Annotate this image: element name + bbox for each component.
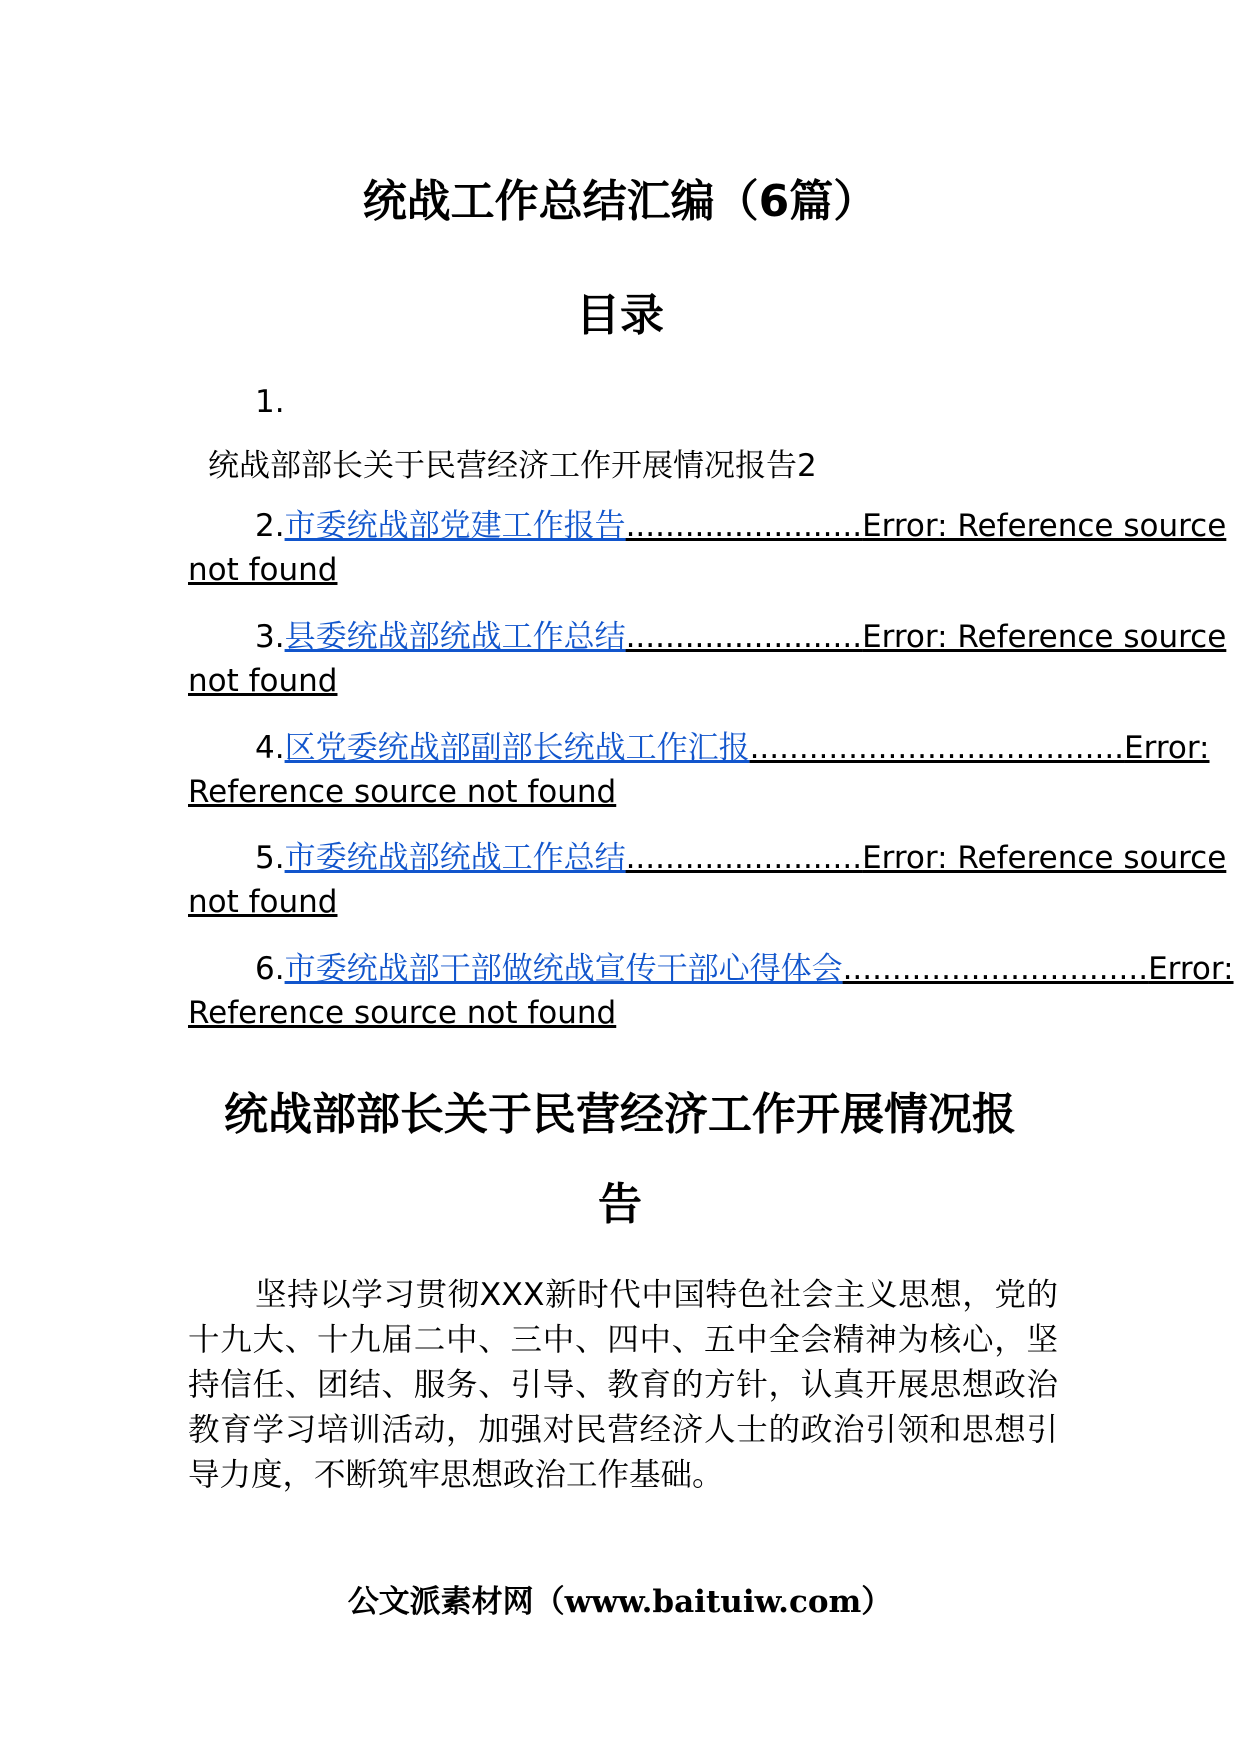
toc-item-title: 统战部部长关于民营经济工作开展情况报告 bbox=[208, 448, 797, 484]
toc-item-number: 2. bbox=[255, 508, 285, 544]
toc-item-link[interactable]: 市委统战部干部做统战宣传干部心得体会 bbox=[284, 951, 843, 987]
toc-item-line-2 bbox=[188, 880, 337, 924]
toc-item-line-2 bbox=[188, 659, 337, 703]
footer-watermark: 公文派素材网（www.baituiw.com） bbox=[347, 1584, 893, 1620]
toc-item-line bbox=[188, 947, 1234, 991]
section-title: 统战部部长关于民营经济工作开展情况报 bbox=[224, 1089, 1016, 1140]
toc-item-line-2 bbox=[188, 770, 616, 814]
toc-item-line-2 bbox=[188, 991, 616, 1035]
toc-item-link[interactable]: 市委统战部党建工作报告 bbox=[284, 508, 626, 544]
toc-item-link[interactable]: 区党委统战部副部长统战工作汇报 bbox=[284, 730, 750, 766]
toc-item-line bbox=[188, 836, 1226, 880]
toc-item-number: 3. bbox=[255, 619, 285, 655]
toc-item-line bbox=[188, 504, 1226, 548]
toc-item-reference-error-cont: not found bbox=[188, 663, 338, 699]
toc-item-reference-error: Error: bbox=[1148, 951, 1234, 987]
toc-item-link[interactable]: 县委统战部统战工作总结 bbox=[284, 619, 626, 655]
toc-item-reference-error: Error: bbox=[1124, 730, 1210, 766]
toc-item-page: 2 bbox=[797, 448, 817, 484]
body-paragraph: 坚持以学习贯彻XXX新时代中国特色社会主义思想，党的十九大、十九届二中、三中、四中、五中全会精神为核心，坚持信任、团结、服务、引导、教育的方针，认真开展思想政治教育学习培训活动，加强对民营经济人士的政治引领和思想引导力度，不断筑牢思想政治工作基础。 bbox=[188, 1277, 1058, 1493]
toc-item-leader: ........................ bbox=[625, 619, 863, 655]
toc-item-reference-error: Error: Reference source bbox=[862, 508, 1227, 544]
toc-item-leader: ........................ bbox=[625, 840, 863, 876]
document-title: 统战工作总结汇编（6篇） bbox=[362, 176, 878, 227]
toc-item-reference-error-cont: not found bbox=[188, 552, 338, 588]
toc-item-leader: ............................... bbox=[842, 951, 1149, 987]
toc-item-number: 1. bbox=[255, 384, 285, 420]
toc-item-reference-error-cont: not found bbox=[188, 884, 338, 920]
toc-item-line bbox=[188, 615, 1226, 659]
toc-item-link[interactable]: 市委统战部统战工作总结 bbox=[284, 840, 626, 876]
section-title-cont: 告 bbox=[598, 1179, 642, 1230]
toc-item-reference-error: Error: Reference source bbox=[862, 619, 1227, 655]
toc-item-leader: ...................................... bbox=[749, 730, 1125, 766]
toc-item-title-line bbox=[208, 444, 817, 488]
toc-heading: 目录 bbox=[576, 290, 664, 341]
toc-item-leader: ........................ bbox=[625, 508, 863, 544]
toc-item-line bbox=[188, 726, 1210, 770]
toc-item-reference-error-cont: Reference source not found bbox=[188, 995, 617, 1031]
toc-item-number: 5. bbox=[255, 840, 285, 876]
toc-item-number: 4. bbox=[255, 730, 285, 766]
toc-item-reference-error: Error: Reference source bbox=[862, 840, 1227, 876]
toc-item-reference-error-cont: Reference source not found bbox=[188, 774, 617, 810]
toc-item-number: 6. bbox=[255, 951, 285, 987]
toc-item-line-2 bbox=[188, 548, 337, 592]
